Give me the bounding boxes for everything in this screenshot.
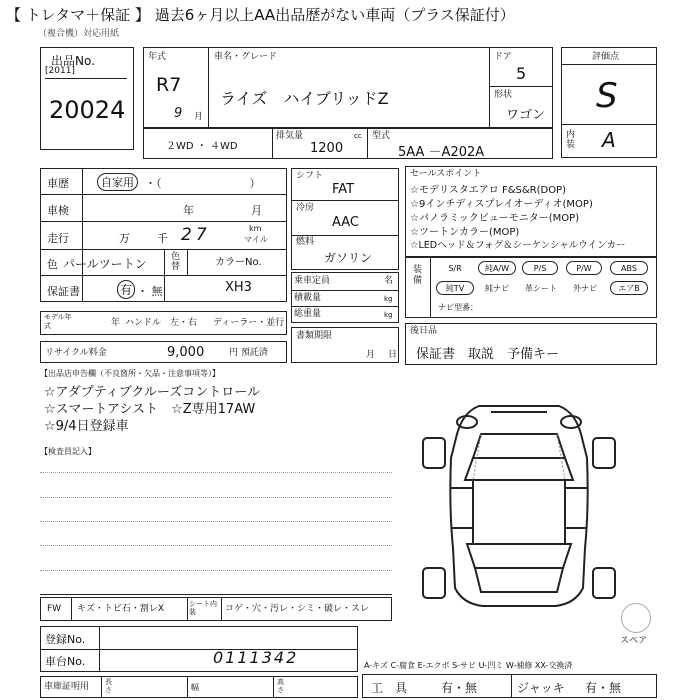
- mileage-value: 27: [181, 225, 211, 245]
- lot-number: 20024: [49, 96, 126, 124]
- mileage-unit-km: km: [249, 224, 262, 233]
- sales-points-box: [405, 166, 657, 258]
- seat-label: シート内装: [189, 600, 217, 616]
- shift-value: FAT: [332, 182, 355, 197]
- capacity-unit: 名: [384, 276, 394, 286]
- equipment-box: [405, 256, 657, 318]
- accessories-label: 後日品: [410, 326, 438, 336]
- garage-cert-row: [40, 676, 358, 698]
- color-code-value: XH3: [225, 280, 252, 295]
- info-table: [40, 168, 287, 302]
- load-label: 積載量: [294, 293, 322, 303]
- equip-leather-seat: 革シート: [525, 284, 557, 293]
- equip-alloy-wheel: 純A/W: [478, 261, 516, 275]
- recycle-row: [40, 341, 287, 363]
- year-month-unit: 月: [194, 112, 204, 122]
- warranty-selected: 有: [117, 280, 135, 299]
- model-year-row: [40, 311, 287, 335]
- inspection-label: 車検: [47, 204, 69, 217]
- equip-power-steering: P/S: [522, 261, 558, 275]
- fuel-value: ガソリン: [324, 251, 373, 265]
- color-code-label: カラーNo.: [215, 257, 262, 268]
- mileage-man: 万: [119, 232, 130, 245]
- cert-label: 車庫証明用: [44, 682, 90, 692]
- chassis-label: 車台No.: [45, 655, 86, 668]
- notes-line: ☆スマートアシスト ☆Z専用17AW: [44, 402, 256, 417]
- sub-banner: （複合機）対応用紙: [38, 29, 120, 39]
- equip-power-window: P/W: [566, 261, 602, 275]
- sales-point-item: ☆LEDヘッド＆フォグ＆シーケンシャルウインカー: [410, 240, 626, 251]
- drive-row: [143, 128, 553, 159]
- tools-row: [362, 674, 657, 698]
- tools-label: 工 具: [371, 681, 408, 695]
- recycle-unit: 円 預託済: [229, 348, 268, 358]
- equipment-label: 装備: [413, 265, 423, 286]
- registration-label: 登録No.: [45, 633, 86, 646]
- warranty-rest: ・ 無: [137, 285, 163, 298]
- interior-value: A: [602, 128, 616, 152]
- cert-length: 長さ: [105, 678, 112, 694]
- fw-label: FW: [47, 604, 62, 614]
- year-label: 年式: [148, 52, 167, 62]
- cert-width: 幅: [191, 683, 199, 692]
- displacement-label: 排気量: [276, 131, 304, 141]
- documents-label: 書類期限: [296, 331, 333, 341]
- color-change-label: 色替: [171, 252, 181, 272]
- mileage-unit-mile: マイル: [244, 235, 268, 244]
- grade-box: [561, 47, 657, 158]
- vehicle-header-box: [143, 47, 553, 128]
- tools-value: 有・無: [441, 681, 478, 695]
- documents-day: 日: [388, 350, 398, 360]
- year-month: 9: [174, 106, 183, 121]
- aircon-label: 冷房: [296, 203, 315, 213]
- equip-airbag: エアB: [610, 281, 648, 295]
- lot-box: [40, 47, 134, 150]
- sales-point-item: ☆9インチディスプレイオーディオ(MOP): [410, 199, 593, 210]
- color-label: 色: [47, 258, 58, 271]
- fw-row: [40, 597, 392, 621]
- spare-label: スペア: [620, 636, 648, 646]
- color-value: パールツートン: [63, 257, 147, 271]
- history-selected: 自家用: [97, 173, 138, 191]
- jack-label: ジャッキ: [517, 681, 565, 695]
- car-name-label: 車名・グレード: [214, 52, 278, 62]
- notes-label: 【出品店申告欄（不良箇所・欠品・注意事項等）】: [40, 369, 220, 378]
- mileage-label: 走行: [47, 232, 69, 245]
- drive-label: ２WD ・ ４WD: [166, 141, 238, 152]
- body-type-value: ワゴン: [506, 108, 546, 123]
- model-code-value: 5AA －A202A: [398, 145, 485, 160]
- sales-point-item: ☆モデリスタエアロ F&S&R(DOP): [410, 185, 566, 196]
- model-year-year: 年: [111, 318, 121, 328]
- equip-navi: 純ナビ: [485, 284, 509, 293]
- spare-tire-icon: [621, 603, 651, 633]
- history-label: 車歴: [47, 177, 69, 190]
- documents-month: 月: [366, 350, 376, 360]
- nav-model-label: ナビ型番：: [438, 303, 478, 312]
- documents-deadline: [291, 327, 399, 363]
- equip-abs: ABS: [610, 261, 648, 275]
- chassis-value: 0111342: [213, 648, 299, 667]
- accessories-value: 保証書 取説 予備キー: [416, 347, 560, 362]
- displacement-value: 1200: [310, 141, 344, 156]
- year-era: R7: [156, 74, 182, 96]
- damage-legend: A-キズ C-腐食 E-エクボ S-サビ U-凹ミ W-補修 XX-交換済: [364, 661, 573, 670]
- equip-sr: S/R: [448, 264, 462, 273]
- capacity-table: [291, 272, 399, 323]
- model-year-dealer: ディーラー・並行: [213, 318, 285, 328]
- doors-value: 5: [516, 64, 527, 83]
- sales-points-label: セールスポイント: [410, 169, 482, 179]
- notes-line: ☆9/4日登録車: [44, 419, 129, 434]
- banner: 【 トレタマ＋保証 】 過去6ヶ月以上AA出品歴がない車両（プラス保証付）: [6, 6, 515, 24]
- doors-label: ドア: [494, 52, 512, 62]
- weight-unit: kg: [384, 311, 393, 319]
- spec-column: [291, 168, 399, 270]
- lot-stamp: [2011]: [45, 66, 75, 76]
- shift-label: シフト: [296, 171, 324, 181]
- grade-label: 評価点: [592, 52, 620, 62]
- recycle-value: 9,000: [167, 345, 205, 360]
- car-name-value: ライズ ハイブリッドZ: [220, 89, 389, 108]
- equip-aftermarket-navi: 外ナビ: [573, 284, 597, 293]
- accessories-box: [405, 323, 657, 365]
- fw-text: キズ・トビ石・割レX: [77, 604, 164, 614]
- sales-point-item: ☆ツートンカラー(MOP): [410, 227, 520, 238]
- load-unit: kg: [384, 295, 393, 303]
- warranty-label: 保証書: [47, 285, 80, 298]
- aircon-value: AAC: [332, 215, 359, 230]
- inspector-label: 【検査員記入】: [40, 447, 96, 456]
- displacement-unit: cc: [354, 132, 362, 140]
- history-rest: ・（ ）: [145, 177, 261, 190]
- registration-table: [40, 626, 358, 672]
- car-diagram: [405, 398, 633, 610]
- inspection-month: 月: [251, 204, 262, 217]
- sales-point-item: ☆パノラミックビューモニター(MOP): [410, 213, 580, 224]
- body-type-label: 形状: [494, 90, 513, 100]
- capacity-label: 乗車定員: [294, 276, 331, 286]
- grade-value: S: [596, 76, 618, 116]
- model-year-label: モデル年式: [44, 313, 72, 330]
- notes-line: ☆アダプティブクルーズコントロール: [44, 385, 261, 400]
- weight-label: 総重量: [294, 309, 322, 319]
- mileage-sen: 千: [157, 232, 168, 245]
- lot-label: 出品No.: [51, 54, 95, 68]
- cert-height: 高さ: [277, 678, 284, 694]
- jack-value: 有・無: [585, 681, 622, 695]
- recycle-label: リサイクル料金: [45, 348, 107, 358]
- model-year-handle: ハンドル 左・右: [125, 318, 198, 328]
- interior-label: 内装: [566, 130, 576, 150]
- model-code-label: 型式: [372, 131, 391, 141]
- seat-text: コゲ・穴・汚レ・シミ・破レ・スレ: [225, 604, 370, 614]
- fuel-label: 燃料: [296, 237, 315, 247]
- inspection-year: 年: [183, 204, 194, 217]
- equip-tv: 純TV: [436, 281, 474, 295]
